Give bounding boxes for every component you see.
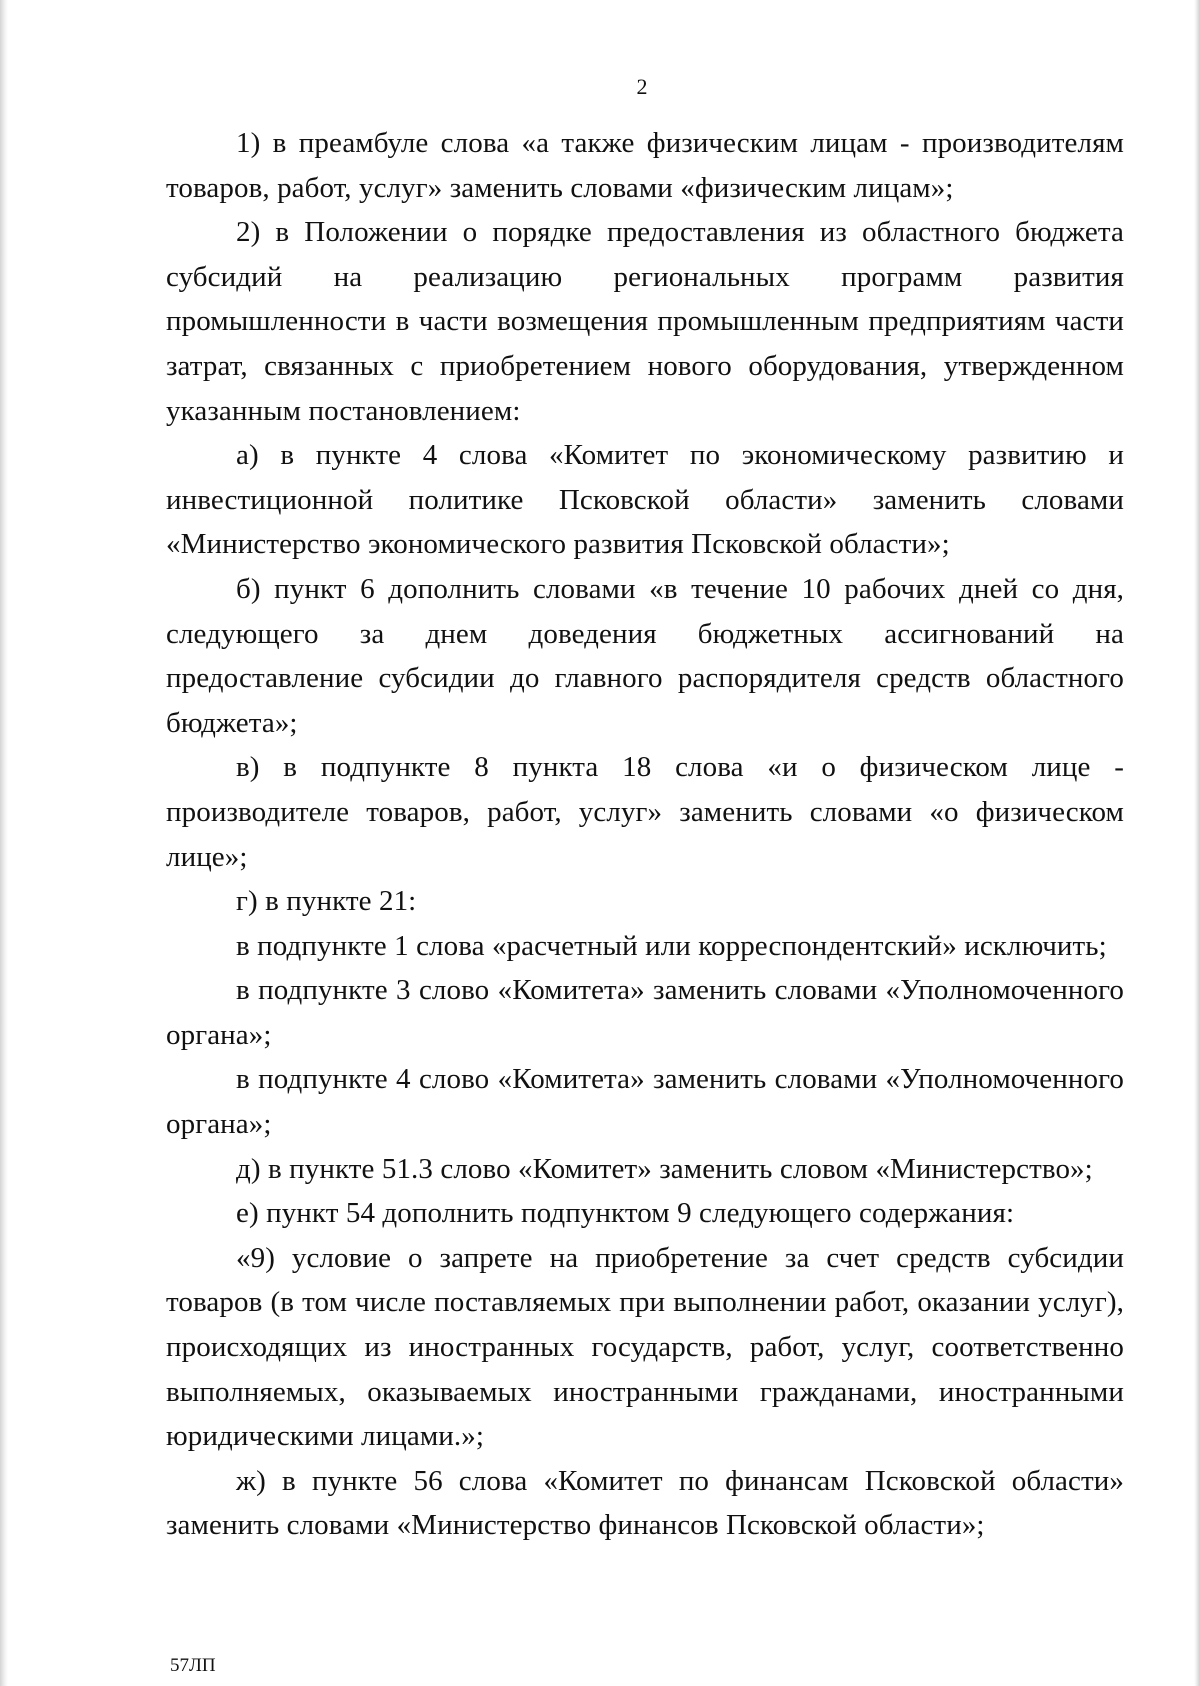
paragraph-subitem-g: г) в пункте 21: [236, 885, 417, 918]
document-code: 57ЛП [170, 1655, 216, 1676]
paragraph-quoted-item-9: «9) условие о запрете на приобретение за счет средств субсидии товаров (в том числе поставляемых при выполнении работ, оказании услуг), происходящих из иностранных государств, работ, услуг, соответственно выполняемых, оказываемых иностранными гражданами, иностранными юридическими лицами.»; [166, 1241, 1124, 1453]
scan-edge-right [1194, 0, 1200, 1686]
paragraph-subitem-v: в) в подпункте 8 пункта 18 слова «и о физическом лице - производителе товаров, работ, услуг» заменить словами «о физическом лице»; [166, 751, 1124, 873]
paragraph-subpoint-1: в подпункте 1 слова «расчетный или корреспондентский» исключить; [236, 929, 1107, 962]
paragraph-subitem-zh: ж) в пункте 56 слова «Комитет по финансам Псковской области» заменить словами «Министерство финансов Псковской области»; [166, 1464, 1124, 1542]
paragraph-subitem-b: б) пункт 6 дополнить словами «в течение 10 рабочих дней со дня, следующего за днем доведения бюджетных ассигнований на предоставление субсидии до главного распорядителя средств областного бюджета»; [166, 572, 1124, 739]
paragraph-preamble: 1) в преамбуле слова «а также физическим лицам - производителям товаров, работ, услуг» заменить словами «физическим лицам»; [166, 127, 1124, 204]
paragraph-subpoint-4: в подпункте 4 слово «Комитета» заменить словами «Уполномоченного органа»; [166, 1063, 1124, 1141]
paragraph-subpoint-3: в подпункте 3 слово «Комитета» заменить словами «Уполномоченного органа»; [166, 974, 1124, 1051]
scan-edge-left [0, 0, 8, 1686]
paragraph-subitem-a: а) в пункте 4 слова «Комитет по экономическому развитию и инвестиционной политике Псковской области» заменить словами «Министерство экономического развития Псковской области»; [166, 439, 1124, 561]
document-body [166, 121, 1124, 1548]
paragraph-subitem-d: д) в пункте 51.3 слово «Комитет» заменить словом «Министерство»; [236, 1152, 1093, 1185]
paragraph-item-2: 2) в Положении о порядке предоставления из областного бюджета субсидий на реализацию региональных программ развития промышленности в части возмещения промышленным предприятиям части затрат, связанных с приобретением нового оборудования, утвержденном указанным постановлением: [166, 216, 1124, 427]
paragraph-subitem-e: е) пункт 54 дополнить подпунктом 9 следующего содержания: [236, 1197, 1015, 1230]
page-number: 2 [636, 74, 648, 99]
